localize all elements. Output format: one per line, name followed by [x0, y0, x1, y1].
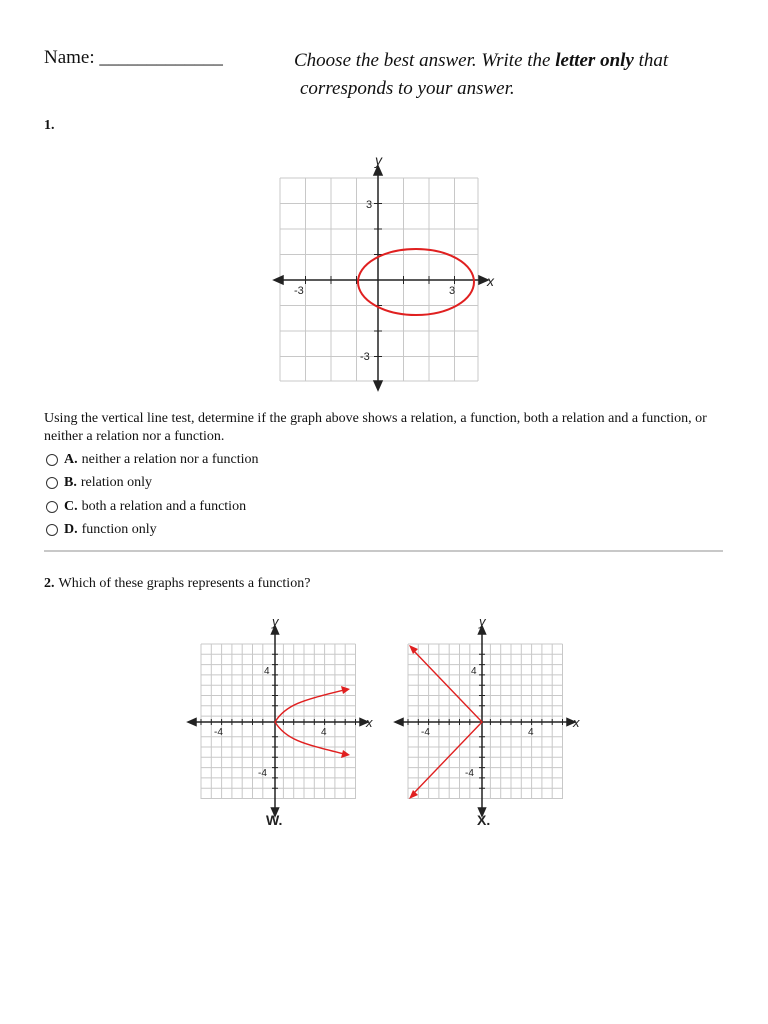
tick-label-x-neg: -4 [421, 727, 430, 738]
graph-label-w: W. [266, 812, 283, 828]
y-axis-label: y [375, 152, 382, 168]
tick-label-x-neg: -4 [214, 727, 223, 738]
question-1-number: 1. [44, 118, 55, 133]
y-axis-label: y [479, 614, 486, 629]
x-axis-label: x [366, 715, 373, 730]
choice-d[interactable]: D. function only [46, 519, 259, 543]
instruction-emphasis: letter only [555, 50, 634, 71]
question-2 [44, 576, 310, 592]
tick-label-x-pos: 4 [528, 727, 534, 738]
tick-label-y-pos: 3 [366, 199, 373, 211]
tick-label-x-pos: 3 [449, 285, 456, 297]
choice-c[interactable]: C. both a relation and a function [46, 495, 259, 519]
x-axis-label: x [487, 273, 494, 289]
radio-icon[interactable] [46, 501, 58, 513]
radio-icon[interactable] [46, 477, 58, 489]
radio-icon[interactable] [46, 454, 58, 466]
tick-label-x-pos: 4 [321, 727, 327, 738]
graph-w [186, 612, 381, 832]
tick-label-y-pos: 4 [471, 666, 477, 677]
arrowhead [409, 645, 418, 654]
question-1-prompt: Using the vertical line test, determine if the graph above shows a relation, a function, both a relation and a function, or neither a relation nor a function. [44, 411, 707, 444]
x-axis-label: x [573, 715, 580, 730]
question-1-choices [46, 448, 259, 542]
tick-label-y-neg: -4 [465, 768, 474, 779]
question-2-prompt: Which of these graphs represents a function? [58, 576, 311, 591]
tick-label-y-pos: 4 [264, 666, 270, 677]
arrowhead [409, 790, 418, 799]
graph-x [393, 612, 588, 832]
question-2-number: 2. [44, 576, 55, 591]
q1-ellipse-graph [268, 150, 498, 395]
section-divider [44, 550, 723, 552]
radio-icon[interactable] [46, 524, 58, 536]
tick-label-y-neg: -3 [360, 351, 370, 363]
tick-label-y-neg: -4 [258, 768, 267, 779]
name-field: Name: _____________ [44, 47, 223, 68]
y-axis-label: y [272, 614, 279, 629]
tick-label-x-neg: -3 [294, 285, 304, 297]
choice-a[interactable]: A. neither a relation nor a function [46, 448, 259, 472]
instructions: Choose the best answer. Write the letter only that corresponds to your answer. [294, 50, 669, 99]
choice-b[interactable]: B. relation only [46, 472, 259, 496]
graph-label-x: X. [477, 812, 491, 828]
